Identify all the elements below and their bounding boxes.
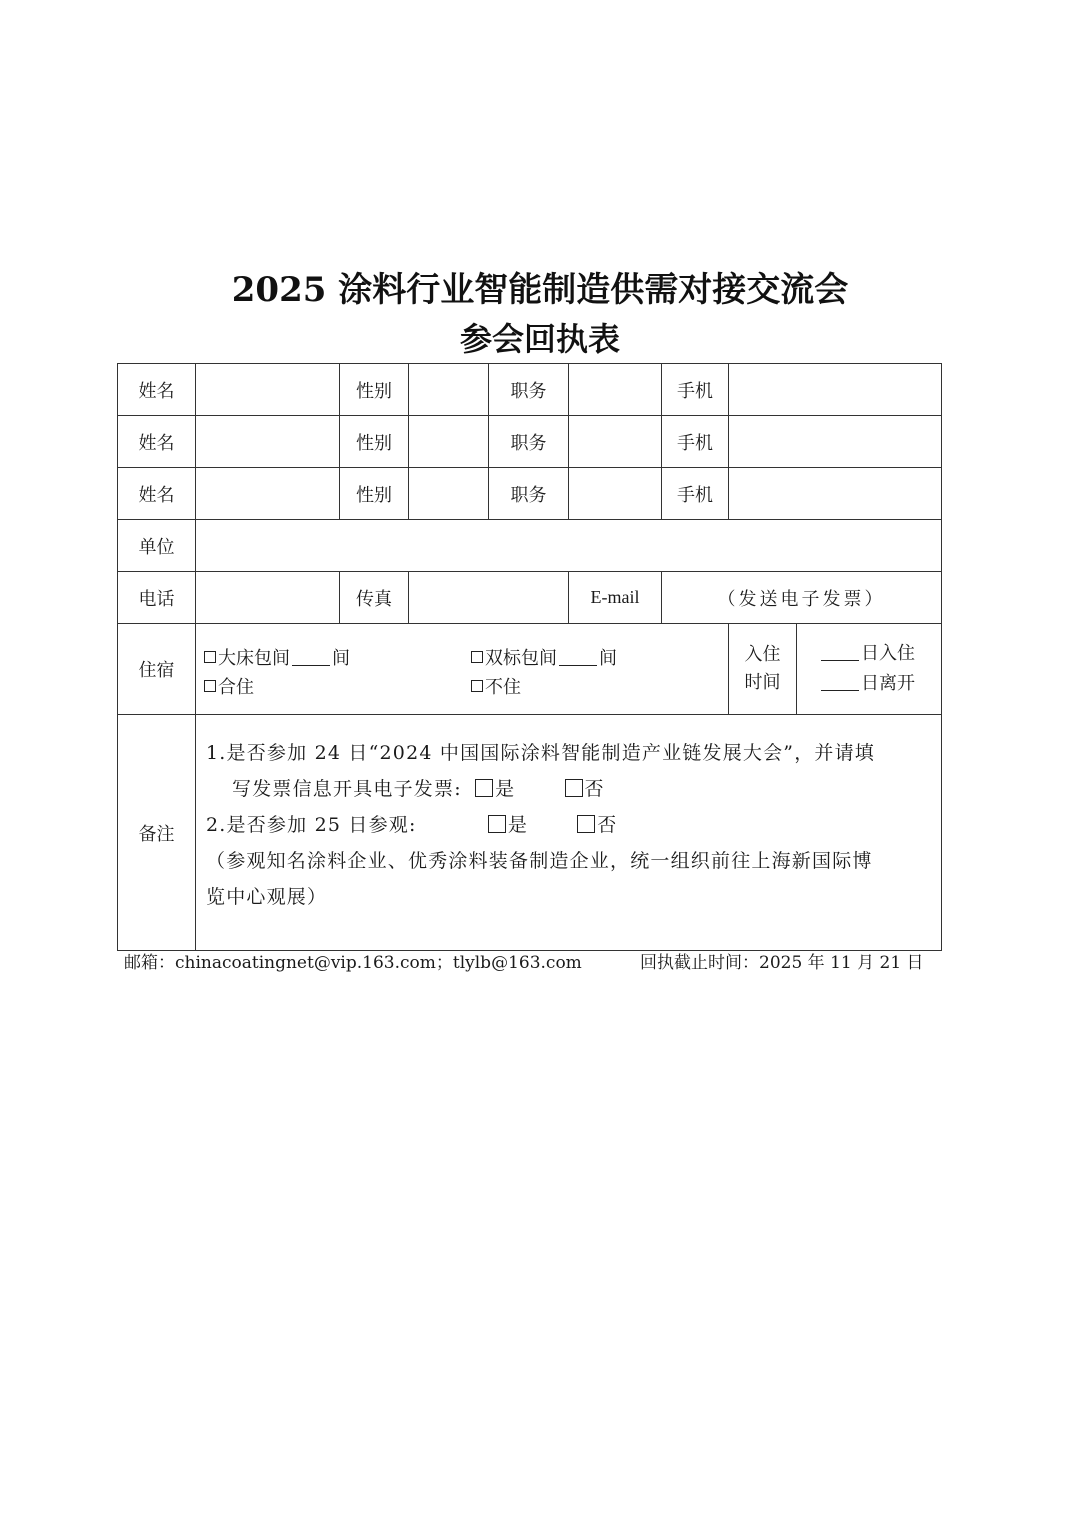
name-label: 姓名 <box>118 416 196 468</box>
position-label: 职务 <box>489 416 569 468</box>
twin-room-option[interactable]: 双标包间 间 <box>471 644 617 670</box>
checkout-date[interactable]: 日离开 <box>797 669 941 699</box>
fax-field[interactable] <box>409 572 569 624</box>
checkbox-icon[interactable] <box>204 680 216 692</box>
checkbox-icon[interactable] <box>488 815 506 833</box>
no-stay-option[interactable]: 不住 <box>471 673 521 699</box>
date-blank[interactable] <box>821 646 859 661</box>
position-field[interactable] <box>569 416 662 468</box>
phone-field[interactable] <box>196 572 340 624</box>
company-field[interactable] <box>196 520 942 572</box>
footer-deadline: 回执截止时间：2025 年 11 月 21 日 <box>640 953 924 973</box>
notes-content <box>196 715 942 951</box>
gender-field[interactable] <box>409 364 489 416</box>
email-field[interactable] <box>662 572 942 624</box>
lodging-label: 住宿 <box>118 624 196 715</box>
form-subtitle: 参会回执表 <box>459 320 620 358</box>
attendee-row <box>118 416 942 468</box>
gender-label: 性别 <box>340 416 409 468</box>
name-label: 姓名 <box>118 468 196 520</box>
checkbox-icon[interactable] <box>471 651 483 663</box>
no-option-label: 否 <box>584 778 605 800</box>
notes-row <box>118 715 942 951</box>
checkbox-icon[interactable] <box>577 815 595 833</box>
name-field[interactable] <box>196 468 340 520</box>
checkin-dates <box>797 624 942 715</box>
mobile-label: 手机 <box>662 364 729 416</box>
checkbox-icon[interactable] <box>471 680 483 692</box>
mobile-field[interactable] <box>729 468 942 520</box>
form-title: 2025 涂料行业智能制造供需对接交流会 <box>231 270 849 310</box>
notes-remark: （参观知名涂料企业、优秀涂料装备制造企业，统一组织前往上海新国际博 <box>206 850 873 872</box>
gender-label: 性别 <box>340 364 409 416</box>
name-field[interactable] <box>196 364 340 416</box>
name-label: 姓名 <box>118 364 196 416</box>
no-option-label: 否 <box>597 814 618 836</box>
yes-option-label: 是 <box>507 814 529 836</box>
lodging-options <box>196 624 729 715</box>
registration-form-table <box>117 363 942 951</box>
checkbox-icon[interactable] <box>565 779 583 797</box>
attendee-row <box>118 468 942 520</box>
email-label: E-mail <box>569 572 662 624</box>
notes-label: 备注 <box>118 715 196 951</box>
notes-item-1-continued: 写发票信息开具电子发票: 是 否 <box>232 778 605 800</box>
lodging-row <box>118 624 942 715</box>
fax-label: 传真 <box>340 572 409 624</box>
yes-option-label: 是 <box>495 778 516 800</box>
room-count-blank[interactable] <box>559 651 597 666</box>
checkin-time-label: 入住 时间 <box>729 624 797 715</box>
company-row <box>118 520 942 572</box>
checkbox-icon[interactable] <box>475 779 493 797</box>
shared-room-option[interactable]: 合住 <box>204 673 254 699</box>
gender-field[interactable] <box>409 468 489 520</box>
name-field[interactable] <box>196 416 340 468</box>
notes-item-1: 1.是否参加 24 日“2024 中国国际涂料智能制造产业链发展大会”，并请填 <box>206 742 876 764</box>
room-count-blank[interactable] <box>292 651 330 666</box>
mobile-field[interactable] <box>729 416 942 468</box>
footer-email: 邮箱：chinacoatingnet@vip.163.com；tlylb@163.com <box>124 953 582 973</box>
position-label: 职务 <box>489 364 569 416</box>
notes-remark-continued: 览中心观展） <box>206 886 328 908</box>
notes-item-2: 2.是否参加 25 日参观: 是 否 <box>206 814 618 836</box>
mobile-field[interactable] <box>729 364 942 416</box>
gender-field[interactable] <box>409 416 489 468</box>
checkin-date[interactable]: 日入住 <box>797 639 941 669</box>
mobile-label: 手机 <box>662 468 729 520</box>
position-label: 职务 <box>489 468 569 520</box>
company-label: 单位 <box>118 520 196 572</box>
checkbox-icon[interactable] <box>204 651 216 663</box>
position-field[interactable] <box>569 364 662 416</box>
position-field[interactable] <box>569 468 662 520</box>
king-room-option[interactable]: 大床包间 间 <box>204 644 350 670</box>
date-blank[interactable] <box>821 676 859 691</box>
contact-row <box>118 572 942 624</box>
gender-label: 性别 <box>340 468 409 520</box>
phone-label: 电话 <box>118 572 196 624</box>
email-invoice-note: （发送电子发票） <box>717 588 886 610</box>
attendee-row <box>118 364 942 416</box>
mobile-label: 手机 <box>662 416 729 468</box>
